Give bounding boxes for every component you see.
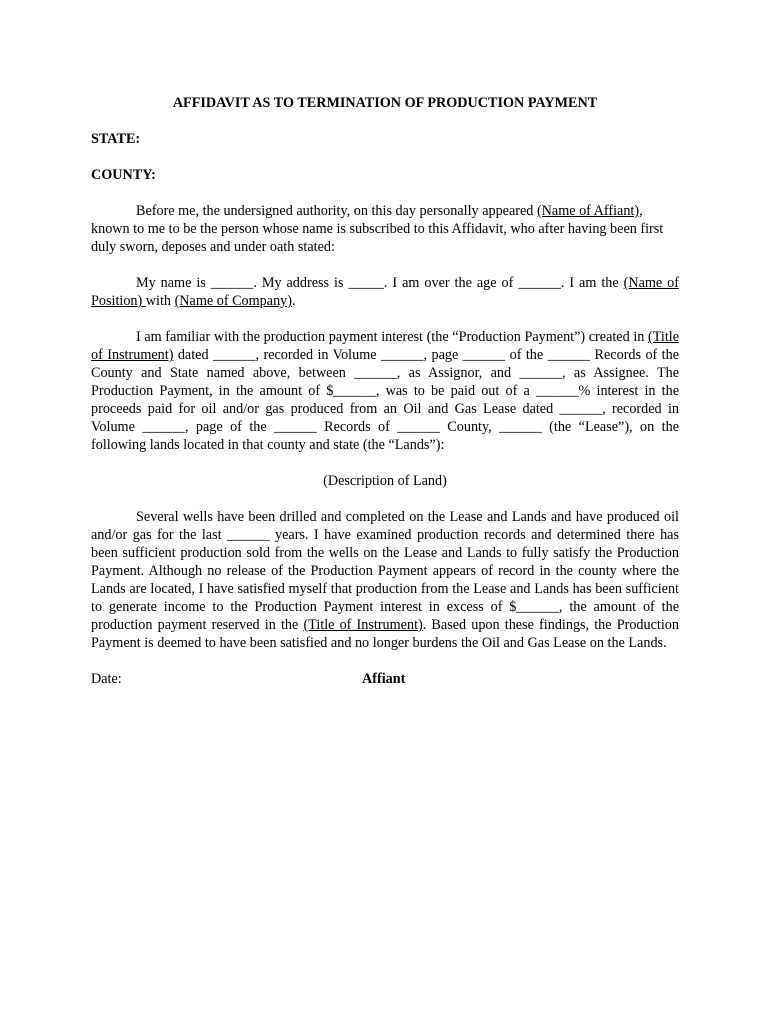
text-run: My name is ______. My address is _____. I am over the age of ______. I am the [136, 275, 624, 291]
spacer [91, 490, 679, 508]
affiant-name-field: (Name of Affiant) [536, 203, 640, 219]
text-run: with [145, 293, 175, 309]
instrument-title-field: (Title of Instrument) [91, 329, 679, 363]
spacer [91, 652, 679, 670]
paragraph-appearance [91, 202, 679, 256]
spacer [91, 112, 679, 130]
instrument-title-field: (Title of Instrument) [303, 617, 423, 633]
text-run: Several wells have been drilled and completed on the Lease and Lands and have produced oil and/or gas for the last ______ years. I have examined production records and determined there has been sufficient production sold from the wells on the Lease and Lands to fully satisfy the Production Payment. Although no release of the Production Payment appears of record in the county where the Lands are located, I have satisfied myself that production from the Lease and Lands has been sufficient to generate income to the Production Payment interest in excess of $______, the amount of the production payment reserved in the [91, 509, 679, 633]
paragraph-identity [91, 274, 679, 310]
spacer [91, 454, 679, 472]
date-label: Date: [91, 671, 122, 687]
text-run: Before me, the undersigned authority, on this day personally appeared [136, 203, 537, 219]
text-run: I am familiar with the production payment interest (the “Production Payment”) created in [136, 329, 648, 345]
text-run: . Based upon these findings, the Production Payment is deemed to have been satisfied and no longer burdens the Oil and Gas Lease on the Lands. [91, 617, 679, 651]
signature-row [91, 670, 679, 688]
text-run: dated ______, recorded in Volume ______, page ______ of the ______ Records of the County and State named above, between ______, as Assignor, and ______, as Assignee. The Production Payment, in the amount of $______, was to be paid out of a ______% interest in the proceeds paid for oil and/or gas produced from an Oil and Gas Lease dated ______, recorded in Volume ______, page of the ______ Records of ______ County, ______ (the “Lease”), on the following lands located in that county and state (the “Lands”): [91, 347, 679, 453]
land-description: (Description of Land) [323, 473, 447, 489]
state-label: STATE: [91, 131, 141, 147]
text-run: , known to me to be the person whose name is subscribed to this Affidavit, who after having been first duly sworn, deposes and under oath stated: [91, 203, 664, 255]
document-page [91, 94, 679, 688]
paragraph-findings [91, 508, 679, 652]
position-name-field: (Name of Position) [91, 275, 679, 309]
company-name-field: (Name of Company) [174, 293, 292, 309]
affiant-label: Affiant [362, 671, 406, 687]
spacer [91, 256, 679, 274]
spacer [91, 184, 679, 202]
spacer [91, 310, 679, 328]
county-label: COUNTY: [91, 167, 156, 183]
document-title: AFFIDAVIT AS TO TERMINATION OF PRODUCTION PAYMENT [172, 95, 598, 111]
text-run: . [292, 293, 296, 309]
paragraph-production-payment [91, 328, 679, 454]
spacer [91, 148, 679, 166]
